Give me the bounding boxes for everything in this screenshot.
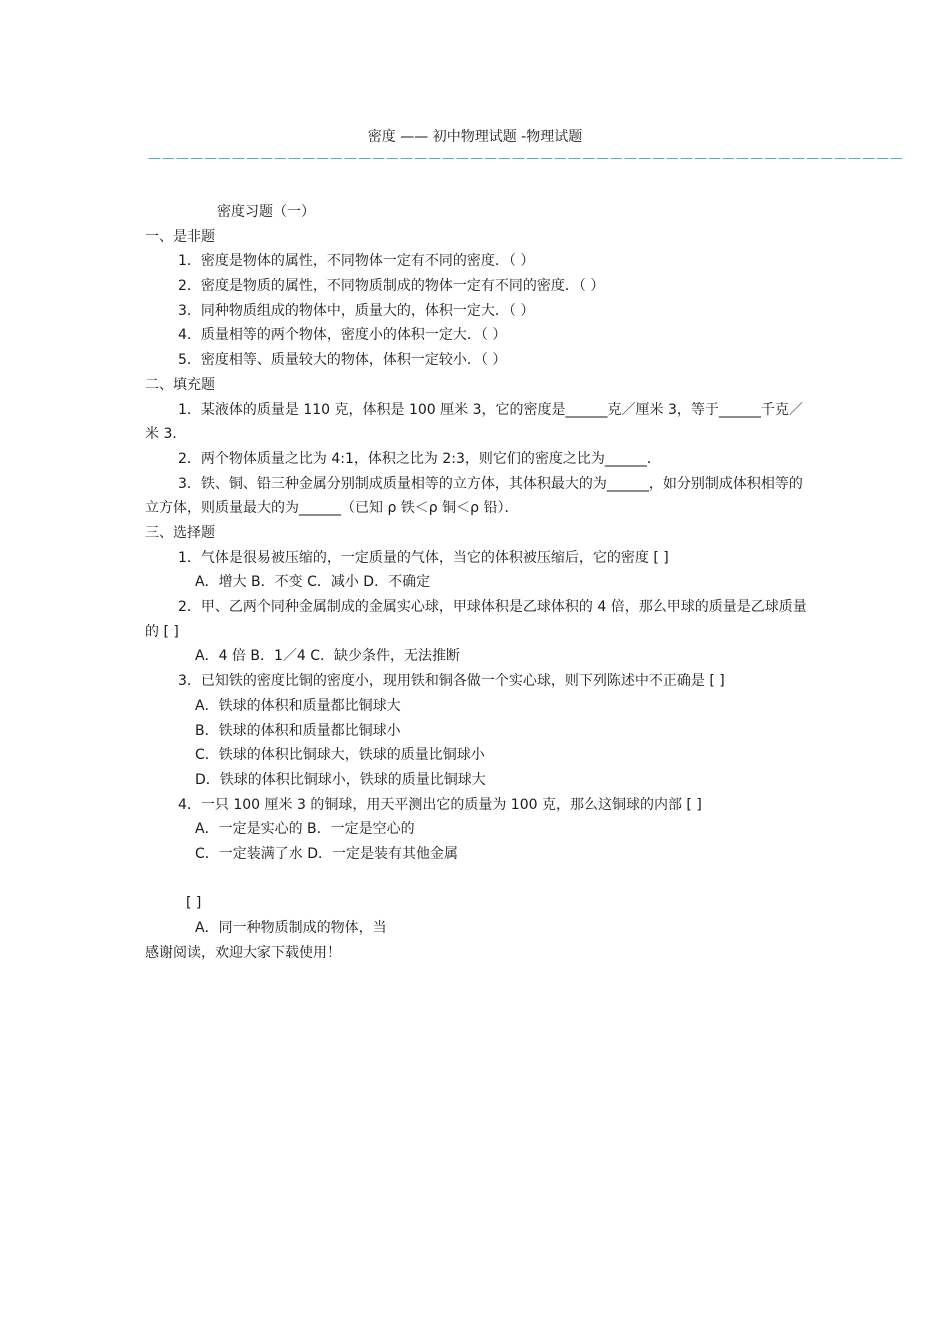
truncated-option: A．同一种物质制成的物体，当 — [195, 920, 387, 937]
choice-question-4: 4．一只 100 厘米 3 的铜球，用天平测出它的质量为 100 克，那么这铜球的内部 [ ] — [178, 796, 702, 813]
true-false-question-3: 3．同种物质组成的物体中，质量大的，体积一定大．（ ） — [178, 302, 535, 319]
header-title: 密度 —— 初中物理试题 -物理试题 — [367, 129, 583, 145]
section-heading-fill-in: 二、填充题 — [145, 376, 215, 393]
exercise-title: 密度习题（一） — [217, 204, 315, 220]
choice-question-3-option-a: A．铁球的体积和质量都比铜球大 — [195, 697, 401, 714]
true-false-question-2: 2．密度是物质的属性，不同物质制成的物体一定有不同的密度．（ ） — [178, 278, 605, 295]
choice-question-3: 3．已知铁的密度比铜的密度小，现用铁和铜各做一个实心球，则下列陈述中不正确是 [ ] — [178, 673, 725, 690]
choice-question-3-option-b: B．铁球的体积和质量都比铜球小 — [195, 722, 401, 739]
header-divider: —————————————————————————————————————————————————————— — [148, 151, 904, 166]
blank-line — [145, 867, 809, 892]
choice-question-4-options-ab: A．一定是实心的 B．一定是空心的 — [195, 821, 415, 838]
choice-question-1: 1．气体是很易被压缩的，一定质量的气体，当它的体积被压缩后，它的密度 [ ] — [178, 549, 669, 566]
fill-in-question-3: 3．铁、铜、铅三种金属分别制成质量相等的立方体，其体积最大的为______，如分别制成体积相等的立方体，则质量最大的为______（已知 ρ 铁＜ρ 铜＜ρ 铅）． — [145, 475, 803, 517]
choice-question-2-options: A．4 倍 B．1／4 C．缺少条件，无法推断 — [195, 648, 461, 665]
section-heading-multiple-choice: 三、选择题 — [145, 525, 215, 541]
choice-question-4-options-cd: C．一定装满了水 D．一定是装有其他金属 — [195, 845, 459, 862]
document-body — [145, 200, 809, 965]
section-heading-true-false: 一、是非题 — [145, 228, 215, 245]
closing-note: 感谢阅读，欢迎大家下载使用！ — [145, 944, 341, 961]
fill-in-question-2: 2．两个物体质量之比为 4:1，体积之比为 2:3，则它们的密度之比为______． — [178, 450, 661, 467]
fill-in-question-1: 1．某液体的质量是 110 克，体积是 100 厘米 3，它的密度是______克／厘米 3，等于______千克／米 3． — [145, 401, 803, 443]
true-false-question-1: 1．密度是物体的属性，不同物体一定有不同的密度．（ ） — [178, 253, 535, 270]
true-false-question-4: 4．质量相等的两个物体，密度小的体积一定大．（ ） — [178, 327, 507, 344]
true-false-question-5: 5．密度相等、质量较大的物体，体积一定较小．（ ） — [178, 352, 507, 369]
choice-question-3-option-c: C．铁球的体积比铜球大，铁球的质量比铜球小 — [195, 747, 485, 764]
choice-question-2: 2．甲、乙两个同种金属制成的金属实心球，甲球体积是乙球体积的 4 倍，那么甲球的质量是乙球质量的 [ ] — [145, 599, 807, 640]
answer-bracket: [ ] — [186, 895, 202, 912]
choice-question-3-option-d: D．铁球的体积比铜球小，铁球的质量比铜球大 — [195, 771, 486, 788]
choice-question-1-options: A．增大 B．不变 C．减小 D．不确定 — [195, 574, 431, 591]
